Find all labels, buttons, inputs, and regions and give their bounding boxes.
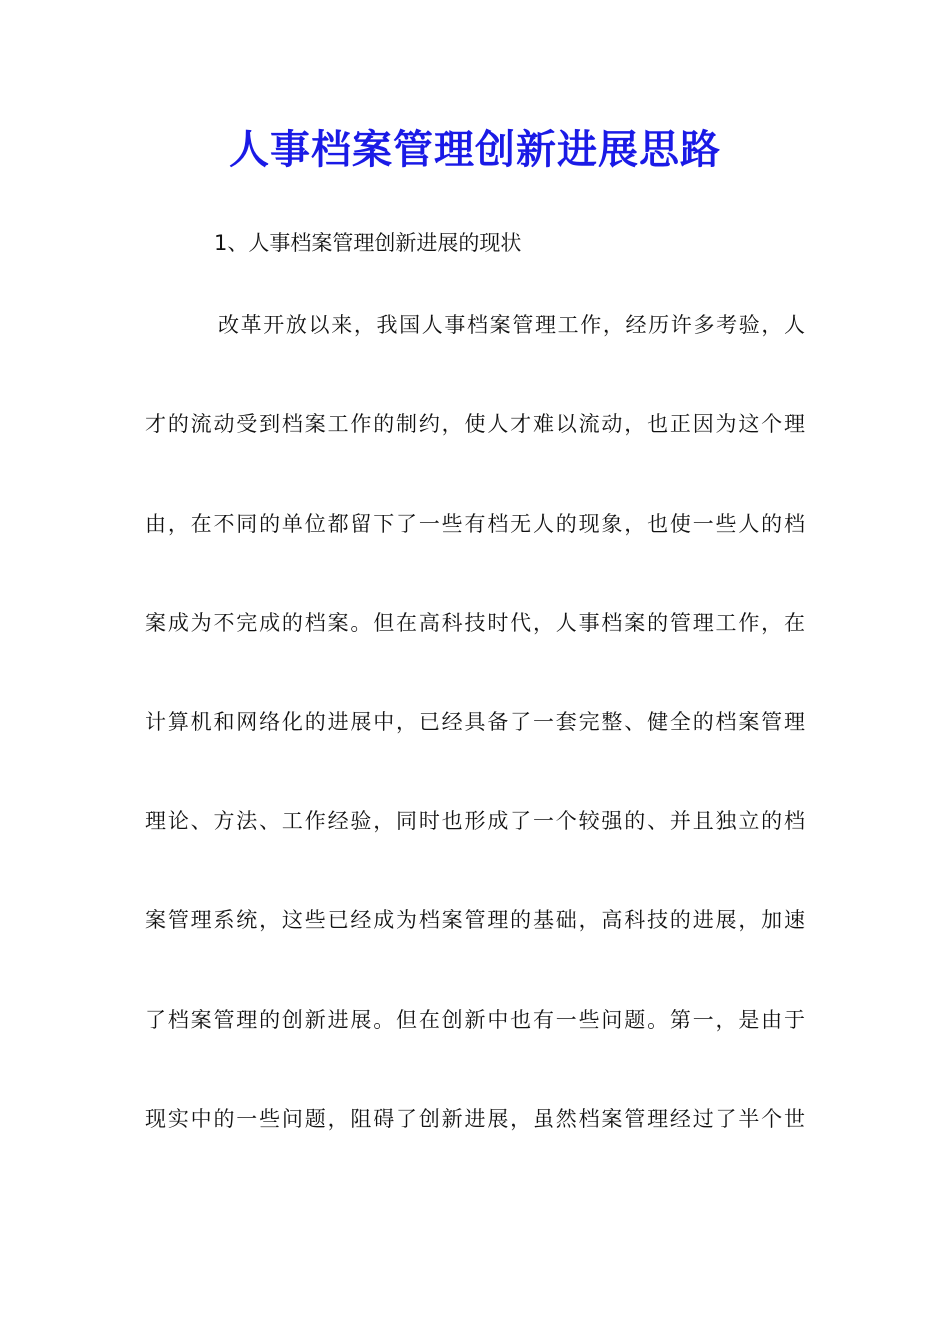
paragraph-line: 了档案管理的创新进展。但在创新中也有一些问题。第一，是由于 [145, 1008, 805, 1032]
paragraph-line: 才的流动受到档案工作的制约，使人才难以流动，也正因为这个理 [145, 412, 805, 436]
paragraph-line: 由，在不同的单位都留下了一些有档无人的现象，也使一些人的档 [145, 512, 805, 536]
paragraph-line: 案管理系统，这些已经成为档案管理的基础，高科技的进展，加速 [145, 908, 805, 932]
paragraph-line: 案成为不完成的档案。但在高科技时代，人事档案的管理工作，在 [145, 611, 805, 635]
paragraph-line: 计算机和网络化的进展中，已经具备了一套完整、健全的档案管理 [145, 710, 805, 734]
paragraph-line: 现实中的一些问题，阻碍了创新进展，虽然档案管理经过了半个世 [145, 1107, 805, 1131]
document-title: 人事档案管理创新进展思路 [229, 126, 721, 173]
paragraph-line: 改革开放以来，我国人事档案管理工作，经历许多考验，人 [218, 313, 805, 337]
paragraph-line: 理论、方法、工作经验，同时也形成了一个较强的、并且独立的档 [145, 809, 805, 833]
section-heading: 1、人事档案管理创新进展的现状 [214, 231, 522, 255]
